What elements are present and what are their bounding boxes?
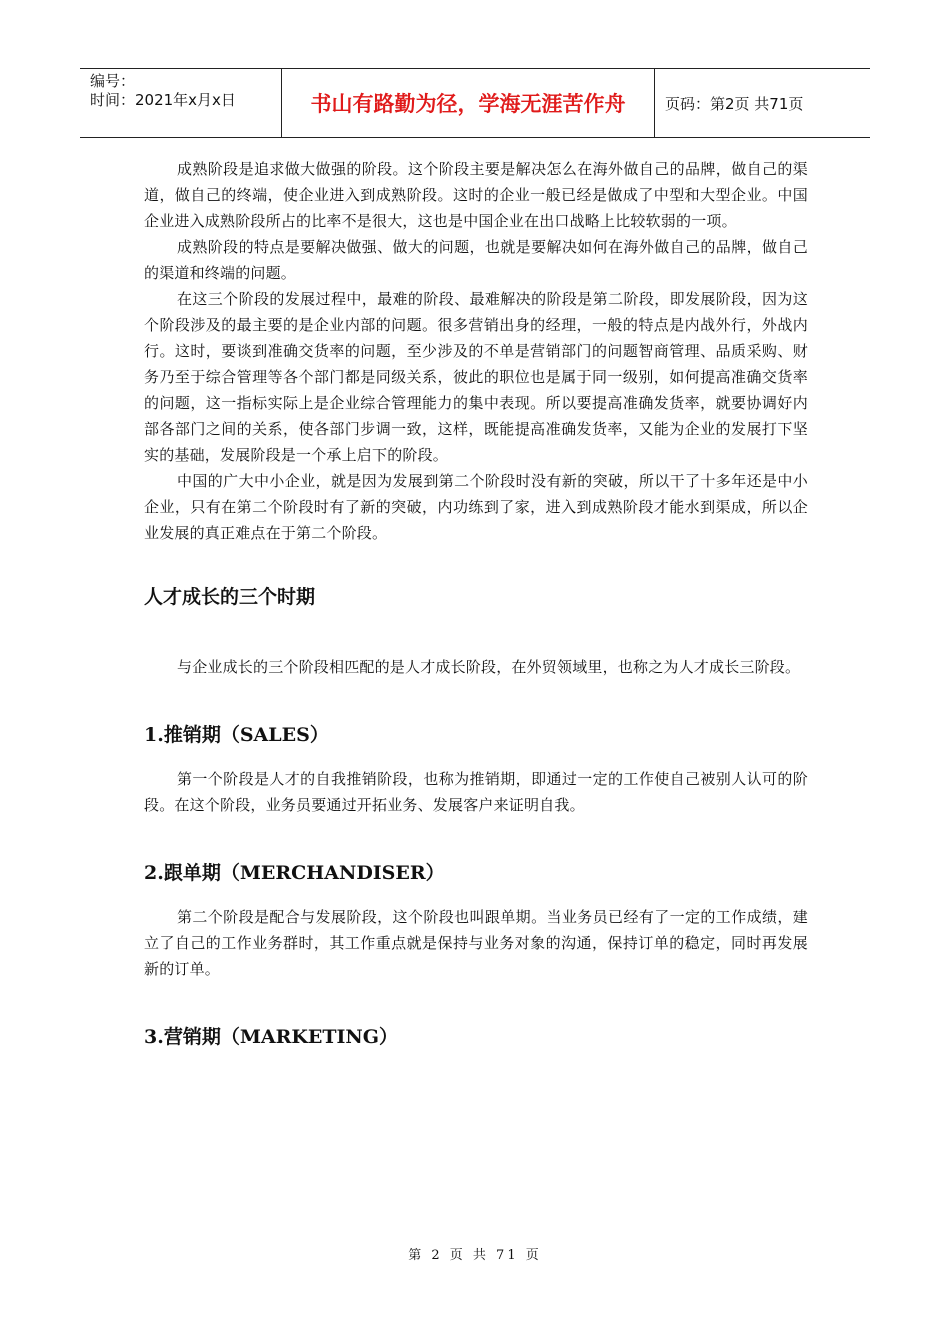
date-label: 时间：2021年x月x日 bbox=[90, 91, 236, 109]
heading-sales-period: 1.推销期（SALES） bbox=[144, 724, 329, 746]
number-label: 编号： bbox=[90, 72, 136, 90]
paragraph-5: 与企业成长的三个阶段相匹配的是人才成长阶段，在外贸领域里，也称之为人才成长三阶段。 bbox=[177, 658, 801, 676]
header-motto: 书山有路勤为径，学海无涯苦作舟 bbox=[282, 69, 655, 137]
paragraph-7: 第二个阶段是配合与发展阶段，这个阶段也叫跟单期。当业务员已经有了一定的工作成绩，建立了自己的工作业务群时，其工作重点就是保持与业务对象的沟通，保持订单的稳定，同时再发展新的订单。 bbox=[144, 908, 808, 978]
document-body bbox=[144, 156, 808, 1050]
page-footer: 第 2 页 共 71 页 bbox=[408, 1248, 542, 1263]
paragraph-3: 在这三个阶段的发展过程中，最难的阶段、最难解决的阶段是第二阶段，即发展阶段，因为这个阶段涉及的最主要的是企业内部的问题。很多营销出身的经理，一般的特点是内战外行，外战内行。这时，要谈到准确交货率的问题，至少涉及的不单是营销部门的问题智商管理、品质采购、财务乃至于综合管理等各个部门都是同级关系，彼此的职位也是属于同一级别，如何提高准确交货率的问题，这一指标实际上是企业综合管理能力的集中表现。所以要提高准确发货率，就要协调好内部各部门之间的关系，使各部门步调一致，这样，既能提高准确发货率，又能为企业的发展打下坚实的基础，发展阶段是一个承上启下的阶段。 bbox=[144, 290, 808, 464]
header-page-label: 页码：第2页 共71页 bbox=[665, 94, 804, 113]
header-meta bbox=[80, 69, 282, 137]
paragraph-4: 中国的广大中小企业，就是因为发展到第二个阶段时没有新的突破，所以干了十多年还是中小企业，只有在第二个阶段时有了新的突破，内功练到了家，进入到成熟阶段才能水到渠成，所以企业发展的真正难点在于第二个阶段。 bbox=[144, 472, 808, 542]
heading-merchandiser-period: 2.跟单期（MERCHANDISER） bbox=[144, 862, 445, 884]
section-heading-talent-growth: 人才成长的三个时期 bbox=[144, 586, 316, 608]
page-header bbox=[80, 68, 870, 138]
paragraph-1: 成熟阶段是追求做大做强的阶段。这个阶段主要是解决怎么在海外做自己的品牌，做自己的渠道，做自己的终端，使企业进入到成熟阶段。这时的企业一般已经是做成了中型和大型企业。中国企业进入成熟阶段所占的比率不是很大，这也是中国企业在出口战略上比较软弱的一项。 bbox=[144, 160, 808, 230]
paragraph-2: 成熟阶段的特点是要解决做强、做大的问题，也就是要解决如何在海外做自己的品牌，做自己的渠道和终端的问题。 bbox=[144, 238, 808, 282]
heading-marketing-period: 3.营销期（MARKETING） bbox=[144, 1026, 399, 1048]
paragraph-6: 第一个阶段是人才的自我推销阶段，也称为推销期，即通过一定的工作使自己被别人认可的阶段。在这个阶段，业务员要通过开拓业务、发展客户来证明自我。 bbox=[144, 770, 808, 814]
